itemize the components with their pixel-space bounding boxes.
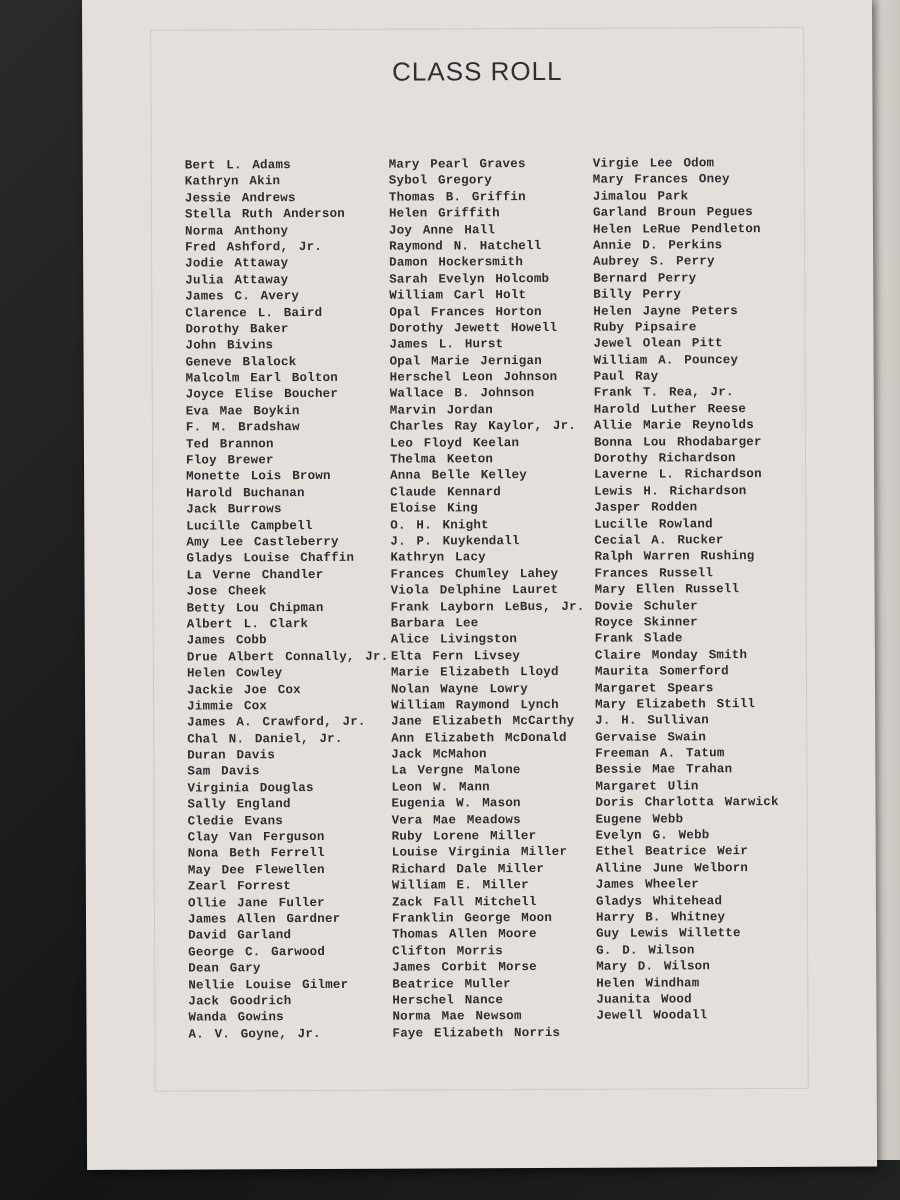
roll-entry: William E. Miller [391,878,529,893]
roll-entry: Jodie Attaway [185,256,289,271]
roll-entry: Frank T. Rea, Jr. [593,385,734,401]
roll-entry: Herschel Nance [392,993,504,1008]
roll-entry: Opal Frances Horton [389,304,542,320]
roll-entry: J. H. Sullivan [595,713,710,729]
roll-entry: Kathryn Lacy [390,550,486,566]
roll-entry: Jack McMahon [391,747,487,762]
roll-entry: Cecial A. Rucker [594,533,724,548]
roll-entry: La Verne Chandler [186,567,324,583]
roll-entry: Sybol Gregory [388,173,492,189]
roll-entry: May Dee Flewellen [187,862,325,878]
roll-entry: Virginia Douglas [187,780,314,796]
roll-entry: Amy Lee Castleberry [186,534,339,550]
roll-entry: Dorothy Jewett Howell [389,320,558,336]
roll-entry: Cledie Evans [187,813,284,829]
roll-entry: Gervaise Swain [595,729,707,745]
roll-entry: Juanita Wood [596,992,692,1007]
roll-entry: Nellie Louise Gilmer [188,977,349,993]
roll-entry: Leon W. Mann [391,780,490,795]
roll-entry: Lewis H. Richardson [594,483,747,499]
roll-entry: Jasper Rodden [594,500,698,515]
roll-entry: Ollie Jane Fuller [187,895,325,911]
roll-entry: Dovie Schuler [594,598,698,614]
roll-entry: Albert L. Clark [186,616,309,632]
roll-entry: Bonna Lou Rhodabarger [593,434,762,450]
roll-entry: Marvin Jordan [389,403,493,418]
roll-entry: Franklin George Moon [391,910,553,926]
roll-entry: Thomas Allen Moore [392,927,537,943]
roll-entry: Marie Elizabeth Lloyd [390,665,559,680]
roll-entry: Helen LeRue Pendleton [592,221,761,237]
roll-entry: Harold Luther Reese [593,401,747,417]
roll-entry: Sam Davis [187,764,260,780]
roll-entry: Joyce Elise Boucher [185,387,339,403]
roll-entry: Claude Kennard [390,484,502,500]
roll-entry: Faye Elizabeth Norris [392,1025,561,1041]
roll-entry: Ann Elizabeth McDonald [391,730,567,746]
roll-entry: Nolan Wayne Lowry [390,681,528,697]
roll-entry: Bessie Mae Trahan [595,762,733,778]
roll-entry: Alice Livingston [390,632,518,647]
roll-entry: Gladys Louise Chaffin [186,551,355,566]
roll-entry: Alline June Welborn [595,860,749,876]
roll-entry: Kathryn Akin [184,174,281,189]
roll-entry: Duran Davis [187,748,276,763]
roll-entry: Virgie Lee Odom [592,156,715,171]
roll-entry: Barbara Lee [390,616,479,631]
roll-entry: Dean Gary [188,961,261,976]
roll-entry: Nona Beth Ferrell [187,846,325,861]
roll-entry: Dorothy Baker [185,322,289,337]
name-column-1 [185,157,390,1043]
roll-entry: James L. Hurst [389,337,504,352]
roll-entry: Stella Ruth Anderson [184,207,345,222]
roll-entry: Garland Broun Pegues [592,205,753,220]
roll-entry: Eva Mae Boykin [185,403,300,419]
roll-entry: Freeman A. Tatum [595,746,725,761]
roll-entry: Harry B. Whitney [595,910,726,925]
roll-entry: Julia Attaway [185,272,289,288]
roll-entry: Jane Elizabeth McCarthy [391,714,575,729]
roll-entry: Drue Albert Connally, Jr. [186,649,389,665]
roll-entry: Jose Cheek [186,584,267,599]
roll-entry: Norma Mae Newsom [392,1009,522,1024]
roll-entry: Gladys Whitehead [595,893,723,909]
name-column-2 [389,156,587,1042]
roll-entry: Raymond N. Hatchell [389,238,542,254]
roll-entry: Ethel Beatrice Weir [595,844,749,860]
roll-entry: William A. Pouncey [593,352,739,368]
roll-entry: Jessie Andrews [184,190,296,206]
roll-entry: F. M. Bradshaw [185,420,300,435]
roll-entry: Norma Anthony [184,223,289,239]
roll-entry: Wanda Gowins [188,1010,284,1025]
roll-entry: Laverne L. Richardson [594,467,762,483]
roll-entry: Lucille Campbell [186,518,313,534]
roll-entry: Leo Floyd Keelan [389,435,520,451]
roll-entry: Royce Skinner [594,615,698,630]
roll-entry: Ruby Pipsaire [593,320,697,335]
roll-entry: James Corbit Morse [392,960,537,975]
roll-entry: Clarence L. Baird [185,305,323,321]
roll-entry: Jewell Woodall [596,1008,708,1024]
roll-entry: Paul Ray [593,369,659,384]
roll-entry: Margaret Ulin [595,779,699,794]
roll-entry: Lucille Rowland [594,516,713,532]
roll-entry: Joy Anne Hall [388,222,496,238]
roll-entry: Viola Delphine Lauret [390,583,559,598]
roll-entry: Helen Griffith [388,206,500,221]
roll-entry: John Bivins [185,338,274,353]
roll-entry: Beatrice Muller [392,976,511,992]
roll-entry: Eugenia W. Mason [391,796,521,811]
roll-entry: Louise Virginia Miller [391,845,568,861]
roll-entry: Chal N. Daniel, Jr. [187,731,343,747]
roll-entry: George C. Garwood [188,944,326,960]
roll-entry: Malcolm Earl Bolton [185,370,339,386]
page-title: CLASS ROLL [392,55,563,87]
roll-entry: William Raymond Lynch [391,697,559,713]
roll-entry: Jack Burrows [186,502,282,517]
roll-entry: Mary Ellen Russell [594,582,740,597]
roll-entry: Frank Layborn LeBus, Jr. [390,599,585,615]
roll-entry: Frances Chumley Lahey [390,566,559,582]
roll-entry: Monette Lois Brown [186,469,331,484]
roll-entry: Billy Perry [593,287,682,302]
roll-entry: Helen Jayne Peters [593,303,739,319]
roll-entry: James Cobb [186,633,267,648]
roll-entry: Doris Charlotta Warwick [595,795,779,811]
roll-entry: Mary D. Wilson [596,959,711,974]
roll-entry: Margaret Spears [594,680,714,696]
roll-entry: Thelma Keeton [389,452,494,467]
roll-entry: Jewel Olean Pitt [593,336,723,352]
roll-entry: Harold Buchanan [186,485,305,501]
roll-entry: Anna Belle Kelley [390,468,528,484]
roll-entry: James Allen Gardner [187,911,341,927]
roll-entry: A. V. Goyne, Jr. [188,1026,321,1042]
roll-entry: Jackie Joe Cox [186,682,301,698]
roll-entry: Charles Ray Kaylor, Jr. [389,419,577,434]
roll-entry: O. H. Knight [390,517,489,533]
roll-entry: Mary Elizabeth Still [595,696,756,712]
roll-entry: Fred Ashford, Jr. [185,239,323,255]
roll-entry: James A. Crawford, Jr. [187,715,366,730]
roll-entry: Dorothy Richardson [593,451,736,466]
roll-entry: Sarah Evelyn Holcomb [389,271,550,287]
roll-entry: Ralph Warren Rushing [594,549,755,565]
roll-entry: Betty Lou Chipman [186,600,324,616]
roll-entry: Allie Marie Reynolds [593,418,754,434]
roll-entry: Herschel Leon Johnson [389,370,558,385]
roll-entry: Jimalou Park [592,189,689,204]
roll-entry: Clifton Morris [392,943,504,959]
roll-entry: Frank Slade [594,631,683,647]
roll-entry: Eloise King [390,501,478,516]
roll-entry: Damon Hockersmith [389,255,524,271]
roll-entry: Floy Brewer [185,453,274,468]
roll-entry: Maurita Somerford [594,664,729,679]
document-page [82,0,877,1170]
roll-entry: Vera Mae Meadows [391,812,521,828]
roll-entry: Claire Monday Smith [594,647,748,663]
roll-entry: Thomas B. Griffin [388,189,526,205]
roll-entry: Geneve Blalock [185,354,297,370]
roll-entry: Sally England [187,797,291,812]
name-column-3 [593,155,780,1024]
roll-entry: Annie D. Perkins [593,238,723,253]
roll-entry: G. D. Wilson [596,943,695,958]
roll-entry: Richard Dale Miller [391,861,545,877]
roll-entry: Evelyn G. Webb [595,828,710,843]
roll-entry: Frances Russell [594,566,714,581]
roll-entry: William Carl Holt [389,288,527,303]
roll-entry: Mary Pearl Graves [388,157,526,172]
roll-entry: Zack Fall Mitchell [391,894,537,910]
roll-entry: Helen Cowley [186,666,283,681]
roll-entry: J. P. Kuykendall [390,534,520,549]
roll-entry: Helen Windham [596,975,700,991]
roll-entry: La Vergne Malone [391,763,521,779]
roll-entry: Eugene Webb [595,812,684,827]
roll-entry: Jimmie Cox [187,699,268,714]
roll-entry: James Wheeler [595,877,700,892]
roll-entry: Clay Van Ferguson [187,829,325,845]
roll-entry: Wallace B. Johnson [389,386,535,402]
roll-entry: Aubrey S. Perry [593,254,715,270]
roll-entry: Bernard Perry [593,271,697,286]
roll-entry: Jack Goodrich [188,994,292,1009]
roll-entry: Elta Fern Livsey [390,648,521,664]
roll-entry: Ruby Lorene Miller [391,829,537,844]
roll-entry: David Garland [188,928,292,943]
roll-entry: Ted Brannon [185,436,274,452]
roll-entry: Mary Frances Oney [592,172,730,188]
roll-entry: Bert L. Adams [184,158,291,173]
roll-entry: James C. Avery [185,289,300,304]
roll-entry: Guy Lewis Willette [596,926,741,942]
roll-entry: Opal Marie Jernigan [389,353,542,369]
roll-entry: Zearl Forrest [187,879,292,894]
